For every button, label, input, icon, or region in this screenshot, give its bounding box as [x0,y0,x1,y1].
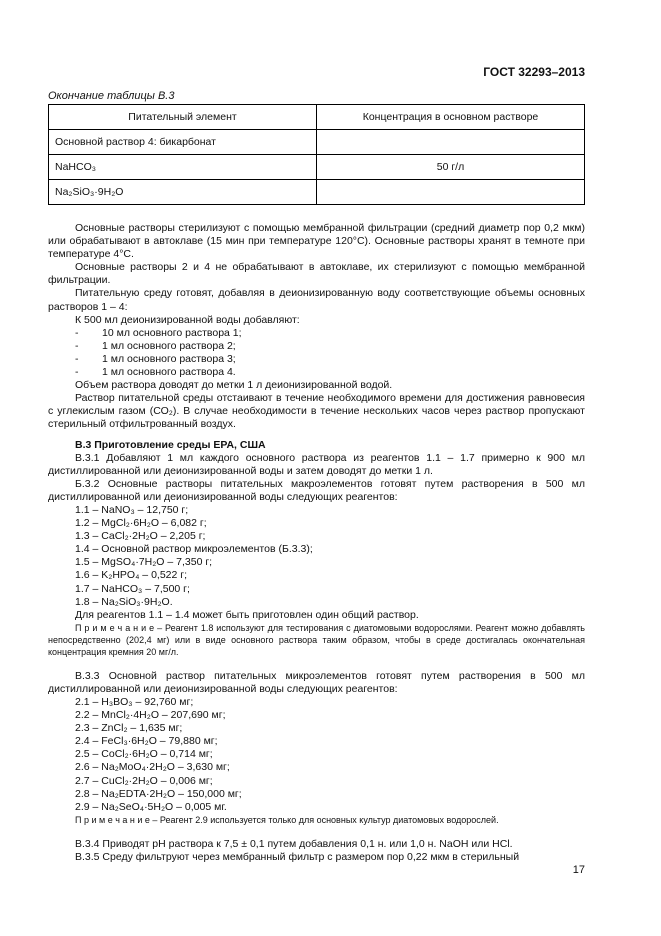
paragraph: Основные растворы стерилизуют с помощью мембранной фильтрации (средний диаметр пор 0,2 мкм) или обрабатывают в автоклаве (15 мин при температуре 120°С). Основные растворы хранят в темноте при температуре 4°С. [48,222,585,261]
table-cell [317,180,585,205]
table-cell: 50 г/л [317,155,585,180]
reagent-item: 2.2 – MnCl₂·4H₂O – 207,690 мг; [75,709,226,722]
list-item: - 1 мл основного раствора 4. [75,366,236,379]
table-caption: Окончание таблицы В.3 [48,90,175,102]
note: П р и м е ч а н и е – Реагент 1.8 используют для тестирования с диатомовыми водорослями. Реагент можно добавлять непосредственно (202,4 мг) или в виде основного раствора таким образом, чтобы в среде достигалась окончательная концентрация кремния 20 мг/л. [48,622,585,657]
reagent-item: 1.5 – MgSO₄·7H₂O – 7,350 г; [75,556,213,569]
reagent-item: 2.8 – Na₂EDTA·2H₂O – 150,000 мг; [75,787,242,800]
table-row [49,180,585,205]
reagent-item: 2.1 – H₃BO₃ – 92,760 мг; [75,696,194,708]
reagent-item: 2.4 – FeCl₃·6H₂O – 79,880 мг; [75,735,218,748]
reagent-item: 1.2 – MgCl₂·6H₂O – 6,082 г; [75,517,207,530]
paragraph: В.3.1 Добавляют 1 мл каждого основного раствора из реагентов 1.1 – 1.7 примерно к 900 мл дистиллированной или деионизированной воды и затем доводят до метки 1 л. [48,451,585,477]
table-row [49,130,585,155]
reagent-item: 2.7 – CuCl₂·2H₂O – 0,006 мг; [75,774,213,787]
paragraph: Объем раствора доводят до метки 1 л деионизированной водой. [75,379,393,392]
note: П р и м е ч а н и е – Реагент 2.9 используется только для основных культур диатомовых водорослей. [75,814,499,825]
paragraph: Питательную среду готовят, добавляя в деионизированную воду соответствующие объемы основных растворов 1 – 4: [48,287,585,313]
list-item-text: 1 мл основного раствора 4. [102,366,236,379]
paragraph: В.3.4 Приводят рН раствора к 7,5 ± 0,1 путем добавления 0,1 н. или 1,0 н. NaOH или HCl. [75,837,513,850]
reagent-item: 1.1 – NaNO₃ – 12,750 г; [75,503,189,516]
table-header-cell: Питательный элемент [49,105,317,130]
paragraph: Основные растворы 2 и 4 не обрабатывают в автоклаве, их стерилизуют с помощью мембранной фильтрации. [48,261,585,287]
list-item: - 1 мл основного раствора 2; [75,339,236,352]
nutrient-table [48,104,585,205]
reagent-item: 1.6 – K₂HPO₄ – 0,522 г; [75,569,188,582]
document-code: ГОСТ 32293–2013 [483,65,585,79]
reagent-item: 1.3 – CaCl₂·2H₂O – 2,205 г; [75,530,206,543]
list-item-text: 1 мл основного раствора 3; [102,352,236,365]
table-cell: Na₂SiO₃·9H₂O [49,180,317,205]
document-body [48,222,585,864]
paragraph: Для реагентов 1.1 – 1.4 может быть приготовлен один общий раствор. [75,608,419,621]
list-item: - 10 мл основного раствора 1; [75,326,242,339]
paragraph: В.3.3 Основной раствор питательных микроэлементов готовят путем растворения в 500 мл дистиллированной или деионизированной воды следующих реагентов: [48,669,585,695]
list-item-text: 1 мл основного раствора 2; [102,339,236,352]
section-heading: В.3 Приготовление среды ЕРА, США [75,438,266,451]
table-row [49,155,585,180]
page-number: 17 [572,864,585,876]
table-cell: Основной раствор 4: бикарбонат [49,130,317,155]
paragraph: Раствор питательной среды отстаивают в течение необходимого времени для достижения равновесия с углекислым газом (СО₂). В случае необходимости в течение нескольких часов через раствор пропускают стерильный отфильтрованный воздух. [48,392,585,431]
table-header-row [49,105,585,130]
list-item: - 1 мл основного раствора 3; [75,352,236,365]
paragraph: К 500 мл деионизированной воды добавляют: [75,313,300,326]
reagent-item: 2.6 – Na₂MoO₄·2H₂O – 3,630 мг; [75,761,230,774]
paragraph: В.3.5 Среду фильтруют через мембранный фильтр с размером пор 0,22 мкм в стерильный [75,850,520,863]
reagent-item: 2.5 – CoCl₂·6H₂O – 0,714 мг; [75,748,213,761]
reagent-item: 1.7 – NaHCO₃ – 7,500 г; [75,582,190,595]
table-header-cell: Концентрация в основном растворе [317,105,585,130]
table-cell: NaHCO₃ [49,155,317,180]
paragraph: Б.3.2 Основные растворы питательных макроэлементов готовят путем растворения в 500 мл дистиллированной или деионизированной воды следующих реагентов: [48,477,585,503]
reagent-item: 2.3 – ZnCl₂ – 1,635 мг; [75,722,183,735]
reagent-item: 2.9 – Na₂SeO₄·5H₂O – 0,005 мг. [75,800,227,813]
reagent-item: 1.8 – Na₂SiO₃·9H₂O. [75,595,173,608]
reagent-item: 1.4 – Основной раствор микроэлементов (Б.3.3); [75,543,313,556]
list-item-text: 10 мл основного раствора 1; [102,326,242,339]
table-cell [317,130,585,155]
